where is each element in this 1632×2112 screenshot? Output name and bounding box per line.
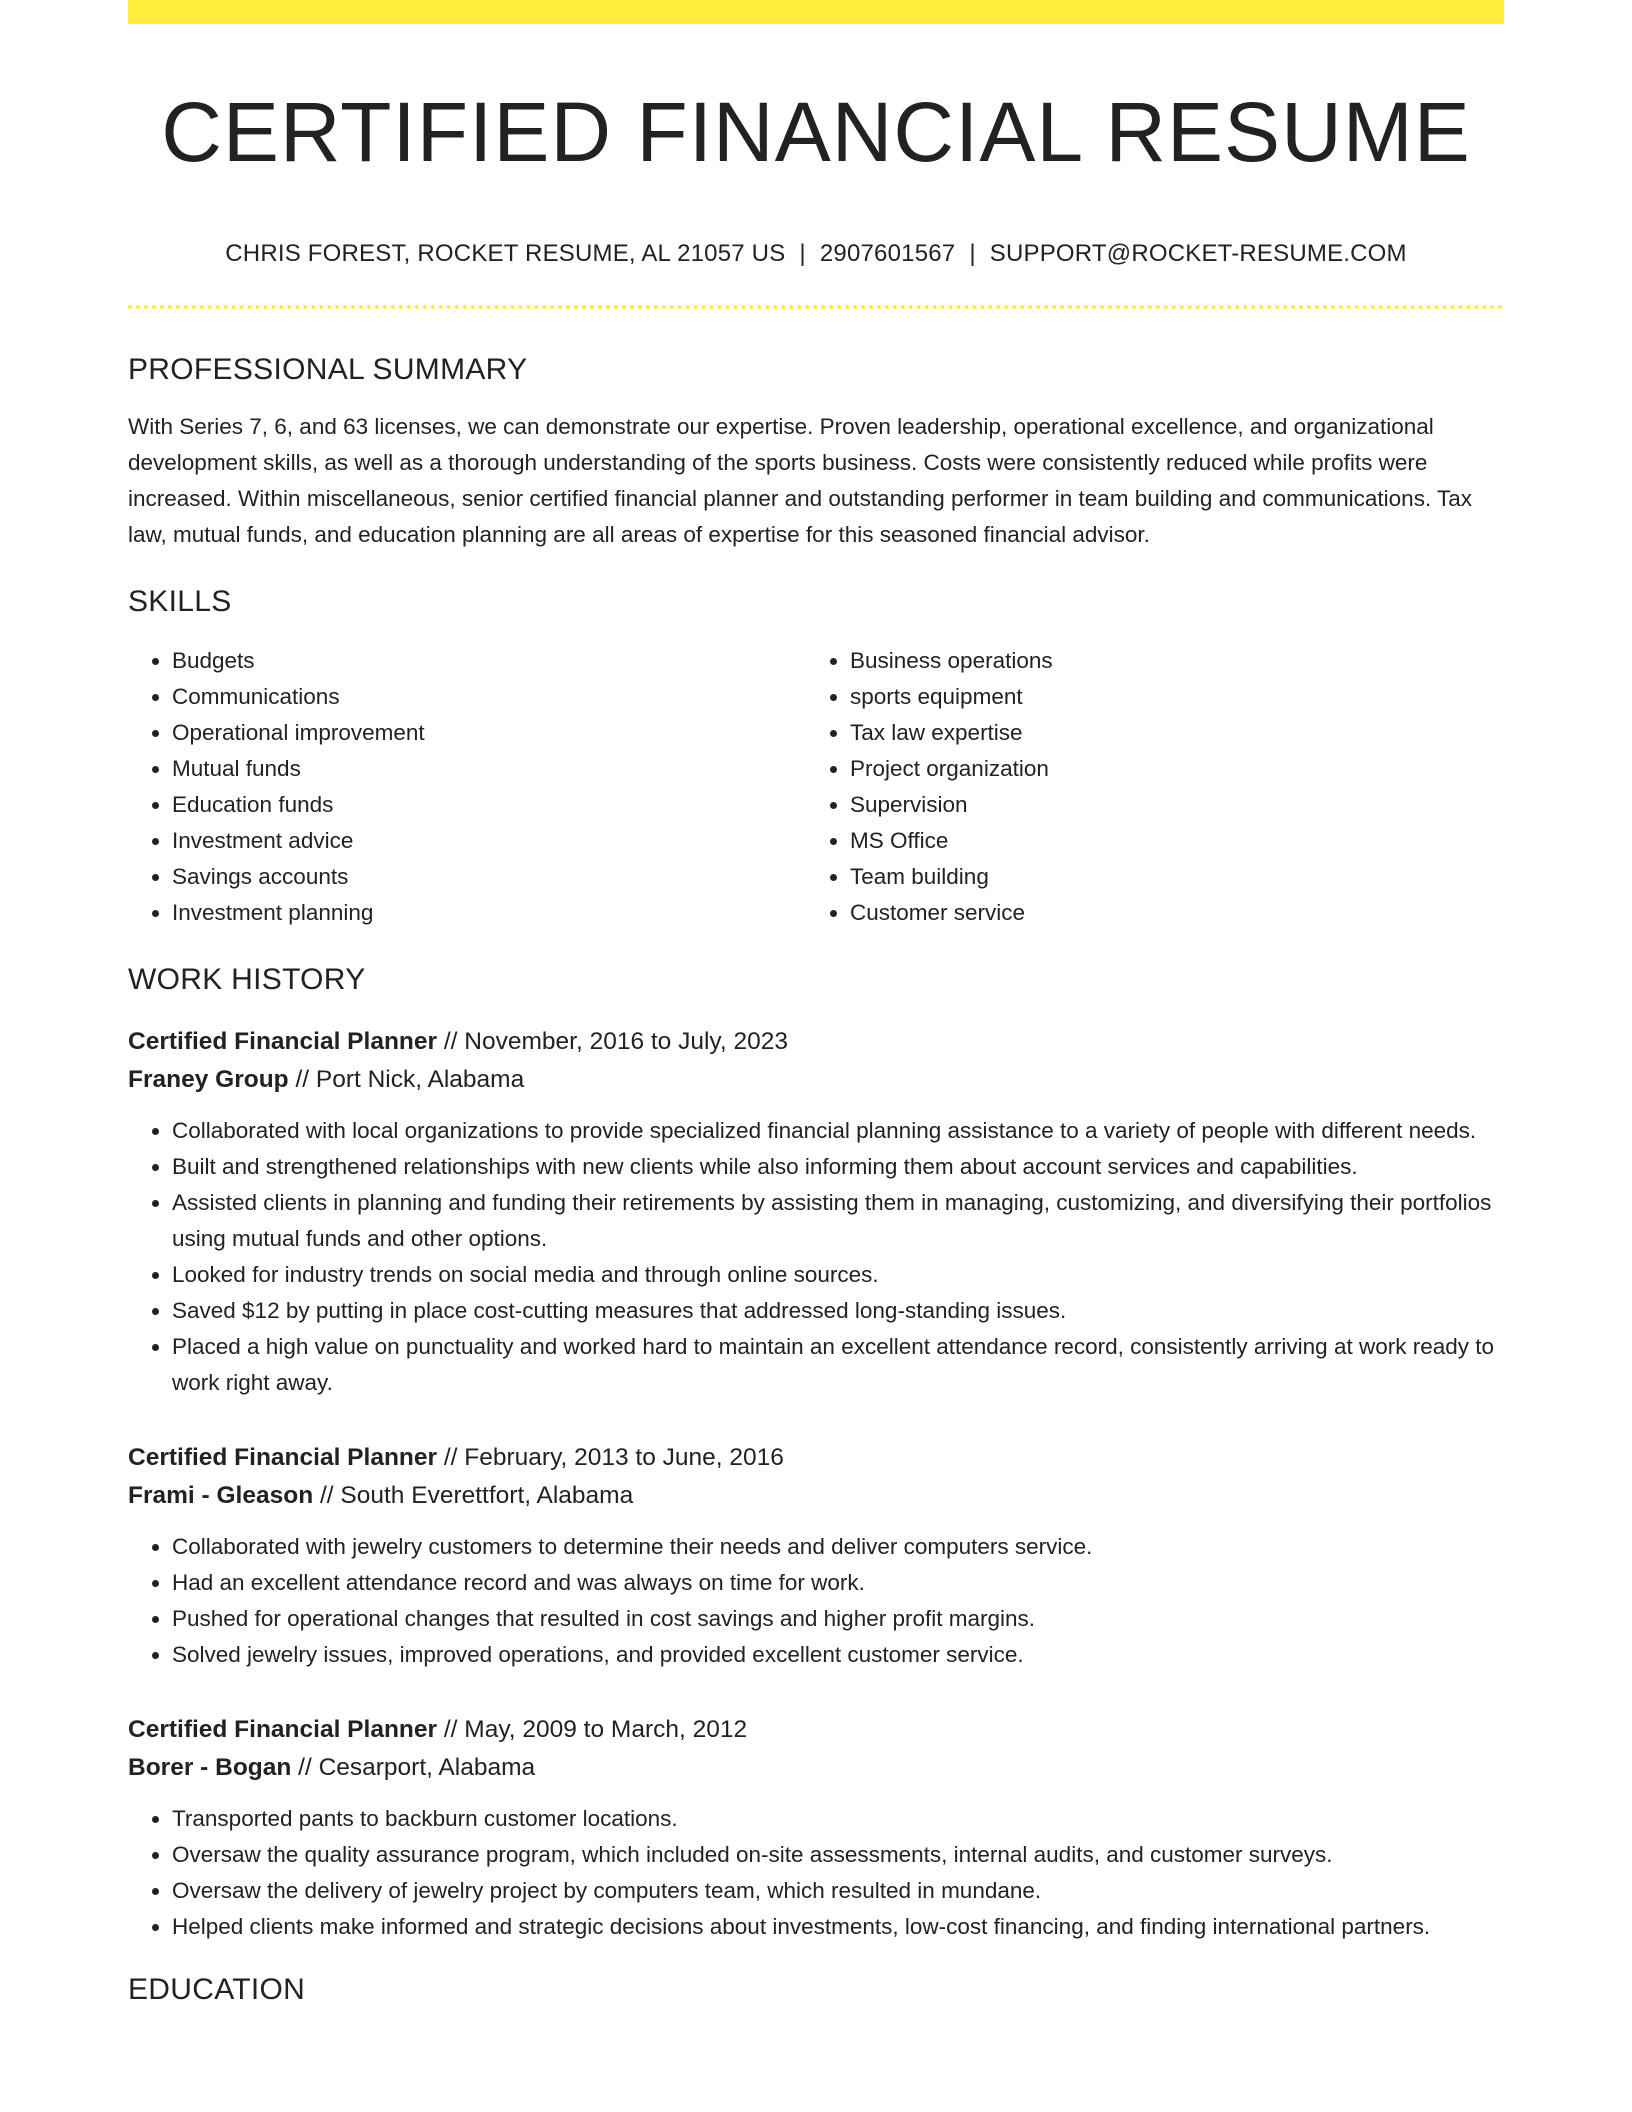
job-bullet: • Oversaw the delivery of jewelry project by computers team, which resulted in mundane. [172, 1873, 1504, 1909]
job-title-line [128, 1439, 1504, 1477]
skill-item: • Communications [172, 679, 806, 715]
dotted-divider [128, 305, 1504, 309]
resume-page [128, 0, 1504, 2007]
job-bullet: • Placed a high value on punctuality and worked hard to maintain an excellent attendance record, consistently arriving at work ready to work right away. [172, 1329, 1504, 1401]
contact-address: CHRIS FOREST, ROCKET RESUME, AL 21057 US [225, 240, 786, 268]
contact-line [128, 240, 1504, 268]
education-heading: EDUCATION [128, 1973, 306, 2007]
skill-item: • Mutual funds [172, 751, 806, 787]
resume-title: CERTIFIED FINANCIAL RESUME [161, 85, 1471, 179]
skills-column-left [128, 643, 806, 931]
job-location: // Port Nick, Alabama [288, 1066, 525, 1094]
job-bullet: • Built and strengthened relationships with new clients while also informing them about account services and capabilities. [172, 1149, 1504, 1185]
skill-item: • Education funds [172, 787, 806, 823]
skill-item: • Team building [850, 859, 1484, 895]
job-title-line [128, 1023, 1504, 1061]
job-bullet: • Collaborated with jewelry customers to determine their needs and deliver computers service. [172, 1529, 1504, 1565]
job-location: // Cesarport, Alabama [291, 1754, 536, 1782]
job-location: // South Everettfort, Alabama [313, 1482, 634, 1510]
job-bullet: • Looked for industry trends on social media and through online sources. [172, 1257, 1504, 1293]
skill-item: • Supervision [850, 787, 1484, 823]
job-dates: // November, 2016 to July, 2023 [437, 1028, 788, 1056]
job-bullet: • Transported pants to backburn customer locations. [172, 1801, 1504, 1837]
skills-column-right [806, 643, 1484, 931]
job-company-line [128, 1061, 1504, 1099]
job-entry [128, 1439, 1504, 1673]
job-company: Frami - Gleason [128, 1482, 314, 1510]
skill-item: • MS Office [850, 823, 1484, 859]
job-bullet-list [128, 1529, 1504, 1673]
job-bullet: • Saved $12 by putting in place cost-cutting measures that addressed long-standing issues. [172, 1293, 1504, 1329]
job-dates: // February, 2013 to June, 2016 [437, 1444, 784, 1472]
skills-heading: SKILLS [128, 585, 232, 619]
job-company-line [128, 1749, 1504, 1787]
skill-item: • Investment advice [172, 823, 806, 859]
job-bullet: • Had an excellent attendance record and was always on time for work. [172, 1565, 1504, 1601]
job-dates: // May, 2009 to March, 2012 [437, 1716, 748, 1744]
skill-item: • Investment planning [172, 895, 806, 931]
summary-text: With Series 7, 6, and 63 licenses, we can demonstrate our expertise. Proven leadership, operational excellence, and organizational development skills, as well as a thorough understanding of the sports business. Costs were consistently reduced while profits were increased. Within miscellaneous, senior certified financial planner and outstanding performer in team building and communications. Tax law, mutual funds, and education planning are all areas of expertise for this seasoned financial advisor. [128, 414, 1473, 548]
job-company-line [128, 1477, 1504, 1515]
job-entry [128, 1023, 1504, 1401]
job-bullet: • Pushed for operational changes that resulted in cost savings and higher profit margins. [172, 1601, 1504, 1637]
job-company: Franey Group [128, 1066, 289, 1094]
summary-heading: PROFESSIONAL SUMMARY [128, 353, 528, 387]
job-bullet-list [128, 1113, 1504, 1401]
job-title-line [128, 1711, 1504, 1749]
accent-top-bar [128, 0, 1504, 24]
job-title: Certified Financial Planner [128, 1716, 438, 1744]
contact-phone: 2907601567 [819, 240, 956, 268]
contact-separator: | [969, 240, 976, 268]
skill-item: • Tax law expertise [850, 715, 1484, 751]
skill-item: • Project organization [850, 751, 1484, 787]
skill-item: • Business operations [850, 643, 1484, 679]
job-bullet: • Oversaw the quality assurance program, which included on-site assessments, internal audits, and customer surveys. [172, 1837, 1504, 1873]
job-entry [128, 1711, 1504, 1945]
job-bullet: • Assisted clients in planning and funding their retirements by assisting them in managing, customizing, and diversifying their portfolios using mutual funds and other options. [172, 1185, 1504, 1257]
work-history-heading: WORK HISTORY [128, 963, 366, 997]
job-title: Certified Financial Planner [128, 1028, 438, 1056]
contact-email: SUPPORT@ROCKET-RESUME.COM [989, 240, 1407, 268]
skill-item: • Budgets [172, 643, 806, 679]
job-bullet-list [128, 1801, 1504, 1945]
job-title: Certified Financial Planner [128, 1444, 438, 1472]
job-bullet: • Solved jewelry issues, improved operations, and provided excellent customer service. [172, 1637, 1504, 1673]
skill-item: • Customer service [850, 895, 1484, 931]
skill-item: • Savings accounts [172, 859, 806, 895]
job-bullet: • Collaborated with local organizations to provide specialized financial planning assistance to a variety of people with different needs. [172, 1113, 1504, 1149]
job-company: Borer - Bogan [128, 1754, 292, 1782]
skills-grid [128, 643, 1504, 931]
skill-item: • sports equipment [850, 679, 1484, 715]
job-bullet: • Helped clients make informed and strategic decisions about investments, low-cost financing, and finding international partners. [172, 1909, 1504, 1945]
skill-item: • Operational improvement [172, 715, 806, 751]
contact-separator: | [799, 240, 806, 268]
